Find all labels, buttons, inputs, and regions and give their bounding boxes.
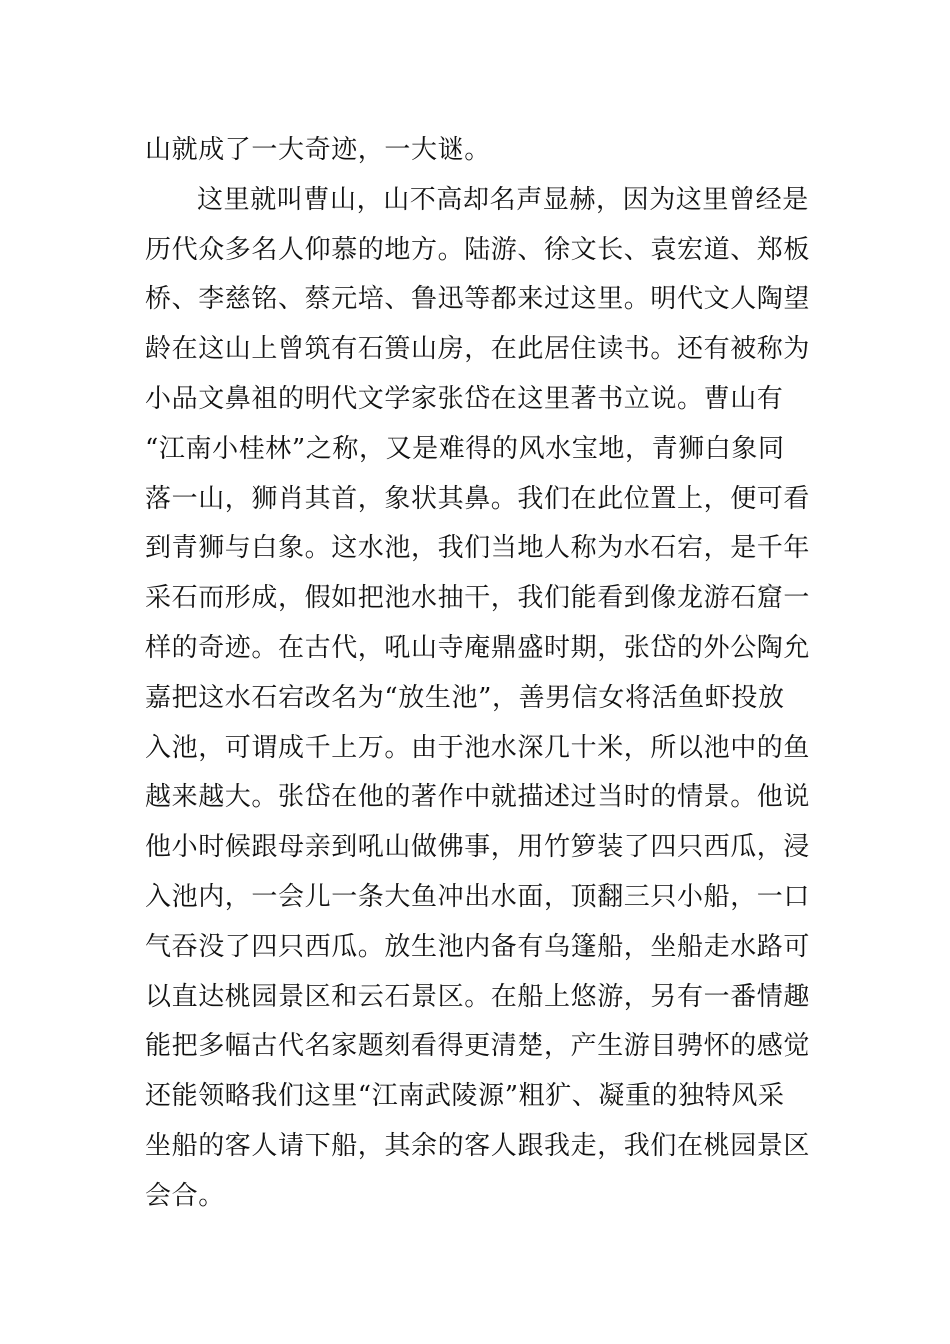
text-line-14: 越来越大。张岱在他的著作中就描述过当时的情景。他说: [145, 782, 811, 813]
text-line-20: 还能领略我们这里“江南武陵源”粗犷、凝重的独特风采: [145, 1081, 785, 1112]
text-line-22: 会合。: [145, 1180, 225, 1211]
text-line-9: 到青狮与白象。这水池，我们当地人称为水石宕，是千年: [145, 533, 811, 564]
text-line-1: 山就成了一大奇迹，一大谜。: [145, 135, 491, 165]
text-line-5: 龄在这山上曾筑有石篑山房，在此居住读书。还有被称为: [145, 334, 811, 365]
text-line-13: 入池，可谓成千上万。由于池水深几十米，所以池中的鱼: [145, 732, 811, 763]
text-line-16: 入池内，一会儿一条大鱼冲出水面，顶翻三只小船，一口: [145, 881, 811, 912]
text-line-12: 嘉把这水石宕改名为“放生池”，善男信女将活鱼虾投放: [145, 682, 785, 713]
text-line-2: 这里就叫曹山，山不高却名声显赫，因为这里曾经是: [197, 184, 809, 215]
text-line-21: 坐船的客人请下船，其余的客人跟我走，我们在桃园景区: [145, 1130, 811, 1161]
text-line-7: “江南小桂林”之称，又是难得的风水宝地，青狮白象同: [145, 433, 785, 464]
text-line-10: 采石而形成，假如把池水抽干，我们能看到像龙游石窟一: [145, 583, 811, 614]
text-line-19: 能把多幅古代名家题刻看得更清楚，产生游目骋怀的感觉: [145, 1031, 811, 1062]
text-line-18: 以直达桃园景区和云石景区。在船上悠游，另有一番情趣: [145, 981, 811, 1012]
text-line-17: 气吞没了四只西瓜。放生池内备有乌篷船，坐船走水路可: [145, 931, 811, 962]
text-line-4: 桥、李慈铭、蔡元培、鲁迅等都来过这里。明代文人陶望: [145, 284, 811, 315]
document-body: [145, 126, 815, 1222]
text-line-8: 落一山，狮肖其首，象状其鼻。我们在此位置上，便可看: [145, 483, 811, 514]
text-line-6: 小品文鼻祖的明代文学家张岱在这里著书立说。曹山有: [145, 383, 784, 414]
text-line-15: 他小时候跟母亲到吼山做佛事，用竹箩装了四只西瓜，浸: [145, 832, 811, 863]
text-line-11: 样的奇迹。在古代，吼山寺庵鼎盛时期，张岱的外公陶允: [145, 632, 811, 663]
text-line-3: 历代众多名人仰慕的地方。陆游、徐文长、袁宏道、郑板: [145, 234, 811, 265]
